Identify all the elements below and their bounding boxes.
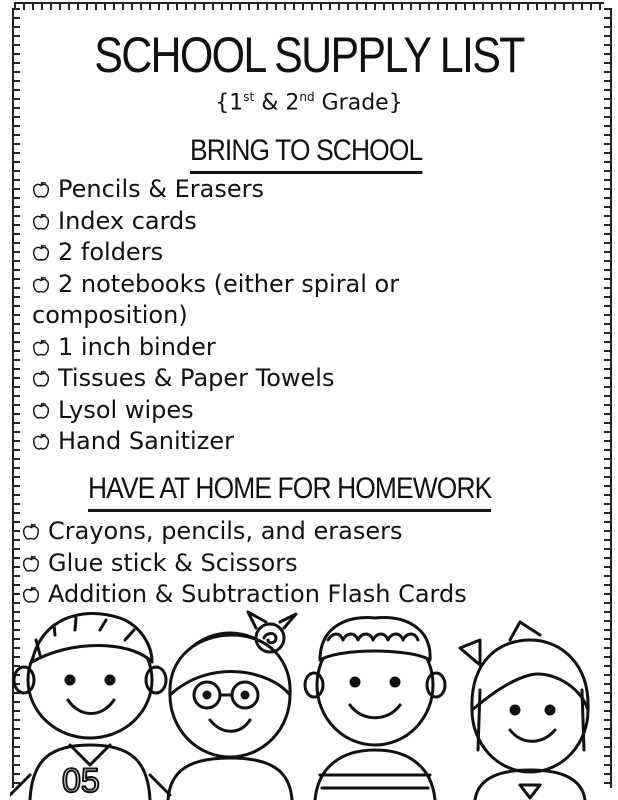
- apple-icon: [32, 276, 50, 294]
- bring-list: [32, 174, 552, 458]
- grade-subtitle: {1st & 2nd Grade}: [215, 90, 403, 116]
- apple-icon: [22, 523, 40, 541]
- boy-with-jersey-drawing: [10, 613, 170, 800]
- section-heading-bring: BRING TO SCHOOL: [190, 136, 422, 166]
- apple-icon: [32, 244, 50, 262]
- list-item: Hand Sanitizer: [32, 426, 552, 458]
- apple-icon: [32, 213, 50, 231]
- list-item-continuation: composition): [32, 301, 188, 329]
- section-heading-home: HAVE AT HOME FOR HOMEWORK: [88, 474, 491, 504]
- list-item: 2 folders: [32, 237, 552, 269]
- apple-icon: [32, 339, 50, 357]
- apple-icon: [32, 402, 50, 420]
- apple-icon: [32, 370, 50, 388]
- apple-icon: [32, 433, 50, 451]
- boy-curly-hair-drawing: [305, 617, 445, 800]
- apple-icon: [22, 555, 40, 573]
- girl-with-glasses-drawing: [168, 612, 296, 800]
- kids-illustration: [10, 600, 606, 800]
- top-border: [14, 2, 604, 12]
- jersey-number: 05: [62, 762, 100, 800]
- list-item: Glue stick & Scissors: [22, 548, 582, 580]
- list-item: 1 inch binder: [32, 332, 552, 364]
- list-item: Lysol wipes: [32, 395, 552, 427]
- list-item: 2 notebooks (either spiral or: [32, 269, 552, 301]
- list-item: Crayons, pencils, and erasers: [22, 516, 582, 548]
- list-item: Pencils & Erasers: [32, 174, 552, 206]
- list-item: Index cards: [32, 206, 552, 238]
- list-item: Tissues & Paper Towels: [32, 363, 552, 395]
- page-title: SCHOOL SUPPLY LIST: [94, 27, 524, 83]
- home-list: [22, 516, 582, 611]
- list-item: Addition & Subtraction Flash Cards: [22, 579, 582, 611]
- girl-with-bow-drawing: [460, 622, 588, 800]
- apple-icon: [32, 181, 50, 199]
